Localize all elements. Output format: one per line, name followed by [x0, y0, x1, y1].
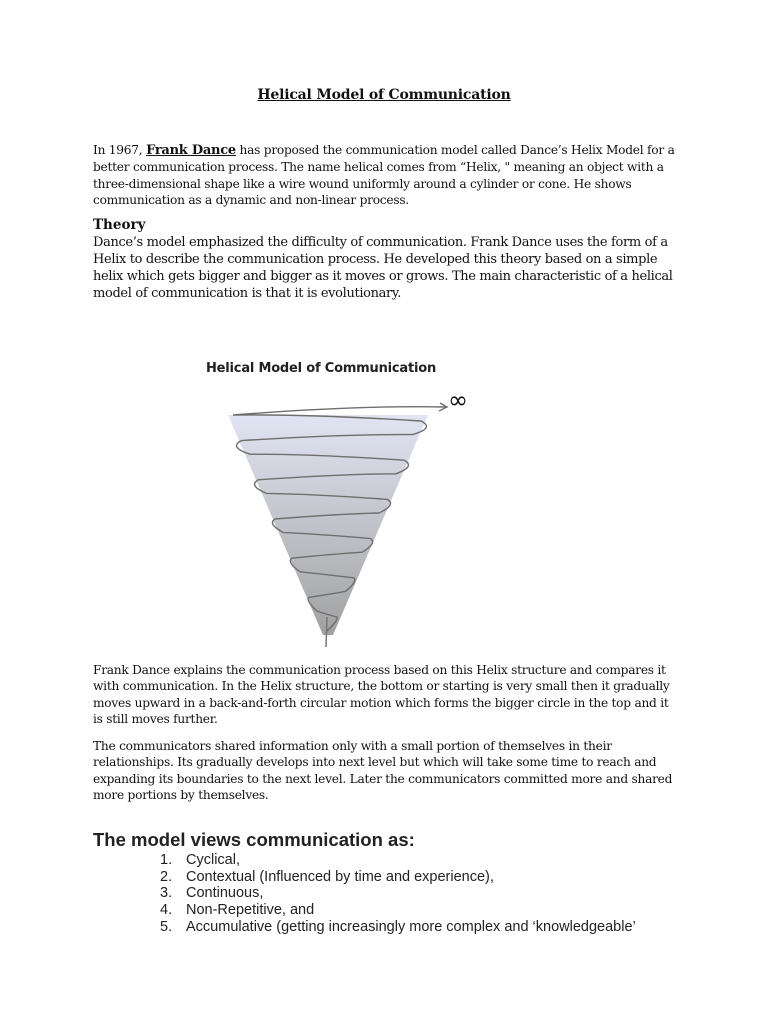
- list-item: 3. Continuous,: [160, 885, 264, 902]
- theory-heading: Theory: [93, 217, 146, 233]
- list-item: 2. Contextual (Influenced by time and experience),: [160, 868, 494, 885]
- document-title: Helical Model of Communication: [257, 87, 511, 103]
- figure-title: Helical Model of Communication: [206, 361, 437, 376]
- intro-paragraph: [93, 142, 678, 208]
- intro-lead: In 1967,: [93, 143, 147, 157]
- theory-paragraph: Dance’s model emphasized the difficulty of communication. Frank Dance uses the form of a Helix to describe the communication process. He developed this theory based on a simple helix which gets bigger and bigger as it moves or grows. The main characteristic of a helical model of communication is that it is evolutionary.: [93, 235, 673, 301]
- helix-stem: [326, 617, 327, 647]
- model-list: [160, 852, 636, 936]
- list-item: 1. Cyclical,: [160, 852, 240, 868]
- author-name: Frank Dance: [146, 143, 236, 158]
- helix-cone: [228, 415, 428, 635]
- intro-rest: has proposed the communication model called Dance’s Helix Model for a better communication process. The name helical comes from “Helix, " meaning an object with a three-dimensional shape like a wire wound uniformly around a cylinder or cone. He shows communication as a dynamic and non-linear process.: [93, 143, 675, 207]
- portion-paragraph: The communicators shared information only with a small portion of themselves in their relationships. Its gradually develops into next level but which will take some time to reach and expanding its boundaries to the next level. Later the communicators committed more and shared more portions by themselves.: [93, 739, 673, 802]
- helix-figure: [200, 355, 490, 655]
- list-item: 4. Non-Repetitive, and: [160, 902, 315, 919]
- list-item: 5. Accumulative (getting increasingly more complex and ‘knowledgeable’: [160, 918, 636, 935]
- infinity-symbol: ∞: [448, 386, 468, 414]
- helix-diagram: [200, 355, 490, 655]
- model-heading: The model views communication as:: [93, 829, 415, 850]
- explanation-paragraph: Frank Dance explains the communication process based on this Helix structure and compares it with communication. In the Helix structure, the bottom or starting is very small then it gradually moves upward in a back-and-forth circular motion which forms the bigger circle in the top and it is still moves further.: [93, 663, 670, 726]
